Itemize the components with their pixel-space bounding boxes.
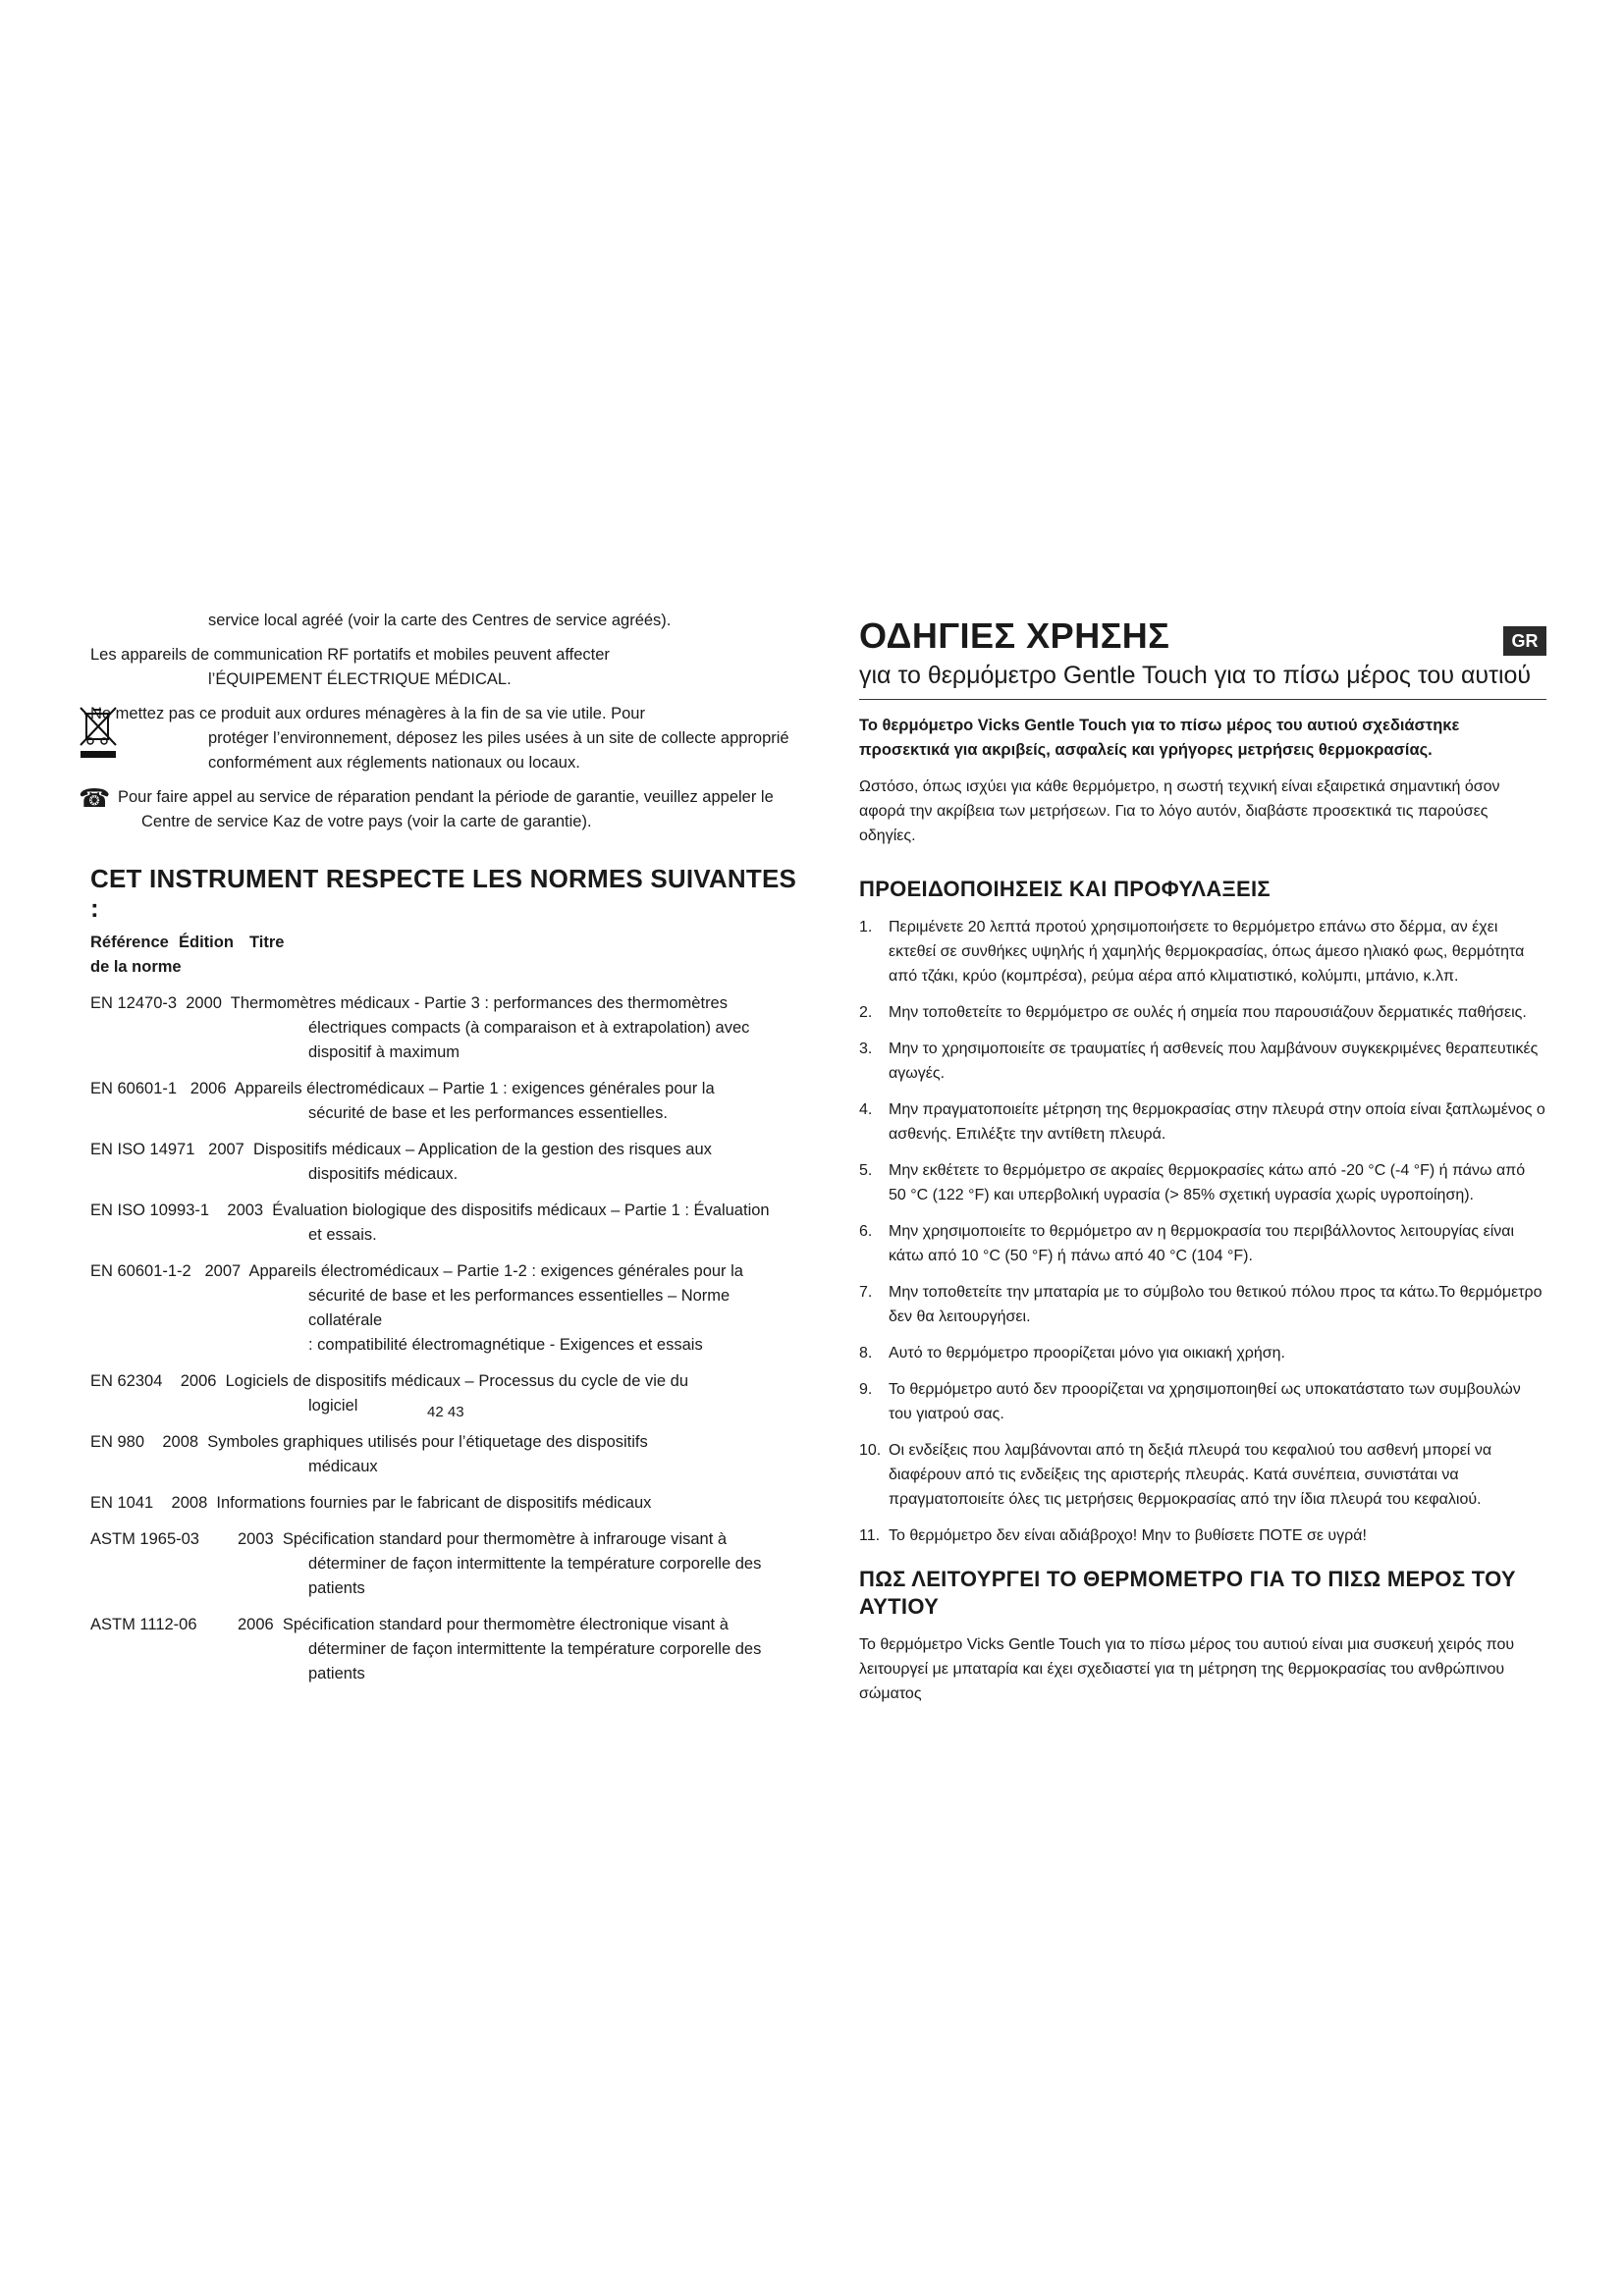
standard-continuation-line: médicaux: [308, 1458, 378, 1475]
astm-list: [90, 1527, 797, 1686]
astm-first-line: [90, 1613, 797, 1637]
phone-notice: [79, 783, 797, 834]
how-it-works-text: Το θερμόμετρο Vicks Gentle Touch για το πίσω μέρος του αυτιού είναι μια συσκευή χειρός που λειτουργεί με μπαταρία και έχει σχεδιαστεί για τη μέτρηση της θερμοκρασίας του ανθρώπινου σώματος: [859, 1636, 1515, 1702]
weee-line-2: protéger l’environnement, déposez les piles usées à un site de collecte approprié: [208, 729, 789, 747]
standards-heading: CET INSTRUMENT RESPECTE LES NORMES SUIVANTES :: [90, 864, 797, 923]
warning-item: [859, 1158, 1546, 1207]
warning-number: 11.: [859, 1527, 881, 1544]
standard-continuation-line: électriques compacts (à comparaison et à extrapolation) avec: [308, 1019, 750, 1037]
astm-title: 2006 Spécification standard pour thermomètre électronique visant à: [238, 1616, 729, 1633]
warning-text: Οι ενδείξεις που λαμβάνονται από τη δεξιά πλευρά του κεφαλιού του ασθενή μπορεί να διαφέρουν από τις ενδείξεις της αριστερής πλευράς. Κατά συνέπεια, συνιστάται να πραγματοποιείτε όλες τις μετρήσεις θερμοκρασίας από την ίδια πλευρά του κεφαλιού.: [889, 1442, 1492, 1508]
standard-entry: [90, 1430, 797, 1479]
astm-entry: [90, 1613, 797, 1686]
standard-entry: [90, 1259, 797, 1358]
standards-list: [90, 991, 797, 1516]
weee-line-1: Ne mettez pas ce produit aux ordures ménagères à la fin de sa vie utile. Pour: [90, 705, 645, 722]
telephone-icon: ☎: [79, 783, 111, 813]
language-badge: GR: [1503, 626, 1546, 656]
page-numbers: 42 43: [427, 1404, 464, 1420]
header-reference-2: de la norme: [90, 958, 182, 976]
warning-text: Το θερμόμετρο δεν είναι αδιάβροχο! Μην το βυθίσετε ΠΟΤΕ σε υγρά!: [889, 1527, 1367, 1544]
warning-number: 6.: [859, 1223, 873, 1240]
greek-column: [859, 616, 1546, 1718]
warning-number: 3.: [859, 1041, 873, 1057]
warning-item: [859, 1523, 1546, 1548]
header-title: Titre: [249, 934, 285, 951]
warning-text: Μην εκθέτετε το θερμόμετρο σε ακραίες θερμοκρασίες κάτω από -20 °C (-4 °F) ή πάνω από 50 °C (122 °F) και υπερβολική υγρασία (> 85% σχετική υγρασία χωρίς υγροποίηση).: [889, 1162, 1526, 1203]
standard-continuation-line: logiciel: [308, 1397, 358, 1415]
standard-continuation-line: dispositifs médicaux.: [308, 1165, 459, 1183]
standard-entry: [90, 1138, 797, 1187]
warning-item: [859, 1097, 1546, 1147]
warning-text: Μην χρησιμοποιείτε το θερμόμετρο αν η θερμοκρασία του περιβάλλοντος λειτουργίας είναι κάτω από 10 °C (50 °F) ή πάνω από 40 °C (104 °F).: [889, 1223, 1515, 1264]
standard-continuation-line: et essais.: [308, 1226, 377, 1244]
greek-intro-bold: Το θερμόμετρο Vicks Gentle Touch για το πίσω μέρος του αυτιού σχεδιάστηκε προσεκτικά για ακριβείς, ασφαλείς και γρήγορες μετρήσεις θερμοκρασίας.: [859, 717, 1460, 759]
rf-line-1: Les appareils de communication RF portatifs et mobiles peuvent affecter: [90, 646, 610, 664]
warning-item: [859, 1219, 1546, 1268]
warning-text: Αυτό το θερμόμετρο προορίζεται μόνο για οικιακή χρήση.: [889, 1345, 1285, 1362]
standard-first-line: EN 60601-1-2 2007 Appareils électromédicaux – Partie 1-2 : exigences générales pour la: [90, 1262, 743, 1280]
title-rule: [859, 699, 1546, 700]
weee-notice: [90, 702, 797, 775]
warning-text: Μην τοποθετείτε το θερμόμετρο σε ουλές ή σημεία που παρουσιάζουν δερματικές παθήσεις.: [889, 1004, 1527, 1021]
greek-subtitle: για το θερμόμετρο Gentle Touch για το πίσω μέρος του αυτιού: [859, 662, 1532, 689]
warning-item: [859, 1438, 1546, 1512]
standards-table-header: [90, 931, 797, 955]
warning-number: 5.: [859, 1162, 873, 1179]
astm-continuation-line: patients: [308, 1579, 365, 1597]
astm-title: 2003 Spécification standard pour thermomètre à infrarouge visant à: [238, 1530, 728, 1548]
warning-text: Μην τοποθετείτε την μπαταρία με το σύμβολο του θετικού πόλου προς τα κάτω.Το θερμόμετρο δεν θα λειτουργήσει.: [889, 1284, 1543, 1325]
standard-entry: [90, 1077, 797, 1126]
standard-continuation-line: : compatibilité électromagnétique - Exigences et essais: [308, 1336, 703, 1354]
warning-item: [859, 1280, 1546, 1329]
rf-line-2: l’ÉQUIPEMENT ÉLECTRIQUE MÉDICAL.: [208, 670, 512, 688]
weee-line-3: conformément aux réglements nationaux ou locaux.: [208, 754, 580, 772]
warning-number: 2.: [859, 1004, 873, 1021]
greek-title: ΟΔΗΓΙΕΣ ΧΡΗΣΗΣ: [859, 615, 1170, 656]
warning-item: [859, 1341, 1546, 1365]
astm-reference: ASTM 1965-03: [90, 1530, 199, 1548]
astm-first-line: [90, 1527, 797, 1552]
warning-text: Το θερμόμετρο αυτό δεν προορίζεται να χρησιμοποιηθεί ως υποκατάστατο των συμβουλών του γιατρού σας.: [889, 1381, 1521, 1422]
header-edition: Édition: [179, 934, 234, 951]
service-line: service local agréé (voir la carte des Centres de service agréés).: [208, 612, 672, 629]
standard-first-line: EN ISO 10993-1 2003 Évaluation biologique des dispositifs médicaux – Partie 1 : Évaluation: [90, 1201, 770, 1219]
phone-line-1: Pour faire appel au service de réparation pendant la période de garantie, veuillez appeler le: [118, 788, 774, 806]
astm-entry: [90, 1527, 797, 1601]
crossed-bin-icon: [77, 704, 122, 761]
header-reference: Référence: [90, 934, 169, 951]
warning-number: 4.: [859, 1101, 873, 1118]
standard-entry: [90, 1199, 797, 1248]
standard-entry: [90, 1491, 797, 1516]
standard-first-line: EN ISO 14971 2007 Dispositifs médicaux – Application de la gestion des risques aux: [90, 1141, 712, 1158]
warnings-list: [859, 915, 1546, 1548]
french-column: [79, 609, 797, 1686]
greek-intro: Ωστόσο, όπως ισχύει για κάθε θερμόμετρο, η σωστή τεχνική είναι εξαιρετικά σημαντική όσον αφορά την ακρίβεια των μετρήσεων. Για το λόγο αυτόν, διαβάστε προσεκτικά τις παρούσες οδηγίες.: [859, 778, 1500, 844]
rf-notice: [90, 643, 797, 692]
astm-reference: ASTM 1112-06: [90, 1616, 197, 1633]
warning-number: 7.: [859, 1284, 873, 1301]
warning-text: Μην πραγματοποιείτε μέτρηση της θερμοκρασίας στην πλευρά στην οποία είναι ξαπλωμένος ο ασθενής. Επιλέξτε την αντίθετη πλευρά.: [889, 1101, 1545, 1143]
standard-first-line: EN 1041 2008 Informations fournies par le fabricant de dispositifs médicaux: [90, 1494, 652, 1512]
warning-number: 10.: [859, 1442, 882, 1459]
standard-first-line: EN 60601-1 2006 Appareils électromédicaux – Partie 1 : exigences générales pour la: [90, 1080, 715, 1097]
how-it-works-heading: ΠΩΣ ΛΕΙΤΟΥΡΓΕΙ ΤΟ ΘΕΡΜΟΜΕΤΡΟ ΓΙΑ ΤΟ ΠΙΣΩ ΜΕΡΟΣ ΤΟΥ ΑΥΤΙΟΥ: [859, 1567, 1516, 1619]
warning-number: 8.: [859, 1345, 873, 1362]
standard-continuation-line: dispositif à maximum: [308, 1043, 460, 1061]
standard-first-line: EN 12470-3 2000 Thermomètres médicaux - Partie 3 : performances des thermomètres: [90, 994, 728, 1012]
standard-first-line: EN 980 2008 Symboles graphiques utilisés pour l’étiquetage des dispositifs: [90, 1433, 648, 1451]
astm-continuation-line: déterminer de façon intermittente la température corporelle des: [308, 1555, 762, 1573]
warning-item: [859, 1377, 1546, 1426]
warning-item: [859, 1037, 1546, 1086]
warning-item: [859, 1000, 1546, 1025]
standard-entry: [90, 991, 797, 1065]
warning-text: Μην το χρησιμοποιείτε σε τραυματίες ή ασθενείς που λαμβάνουν συγκεκριμένες θεραπευτικές αγωγές.: [889, 1041, 1539, 1082]
astm-continuation-line: déterminer de façon intermittente la température corporelle des patients: [308, 1640, 762, 1682]
warning-item: [859, 915, 1546, 988]
warnings-heading: ΠΡΟΕΙΔΟΠΟΙΗΣΕΙΣ ΚΑΙ ΠΡΟΦΥΛΑΞΕΙΣ: [859, 877, 1271, 901]
standard-continuation-line: sécurité de base et les performances essentielles – Norme collatérale: [308, 1287, 731, 1329]
standard-continuation-line: sécurité de base et les performances essentielles.: [308, 1104, 668, 1122]
phone-line-2: Centre de service Kaz de votre pays (voir la carte de garantie).: [141, 813, 592, 830]
warning-text: Περιμένετε 20 λεπτά προτού χρησιμοποιήσετε το θερμόμετρο επάνω στο δέρμα, αν έχει εκτεθεί σε συνθήκες υψηλής ή χαμηλής θερμοκρασίας, όπως άμεσο ηλιακό φως, θερμότητα από τζάκι, κρύο (κομπρέσα), ρεύμα αέρα από κλιματιστικό, κολύμπι, μπάνιο, κ.λπ.: [889, 919, 1525, 985]
warning-number: 1.: [859, 919, 873, 935]
standard-first-line: EN 62304 2006 Logiciels de dispositifs médicaux – Processus du cycle de vie du: [90, 1372, 689, 1390]
warning-number: 9.: [859, 1381, 873, 1398]
